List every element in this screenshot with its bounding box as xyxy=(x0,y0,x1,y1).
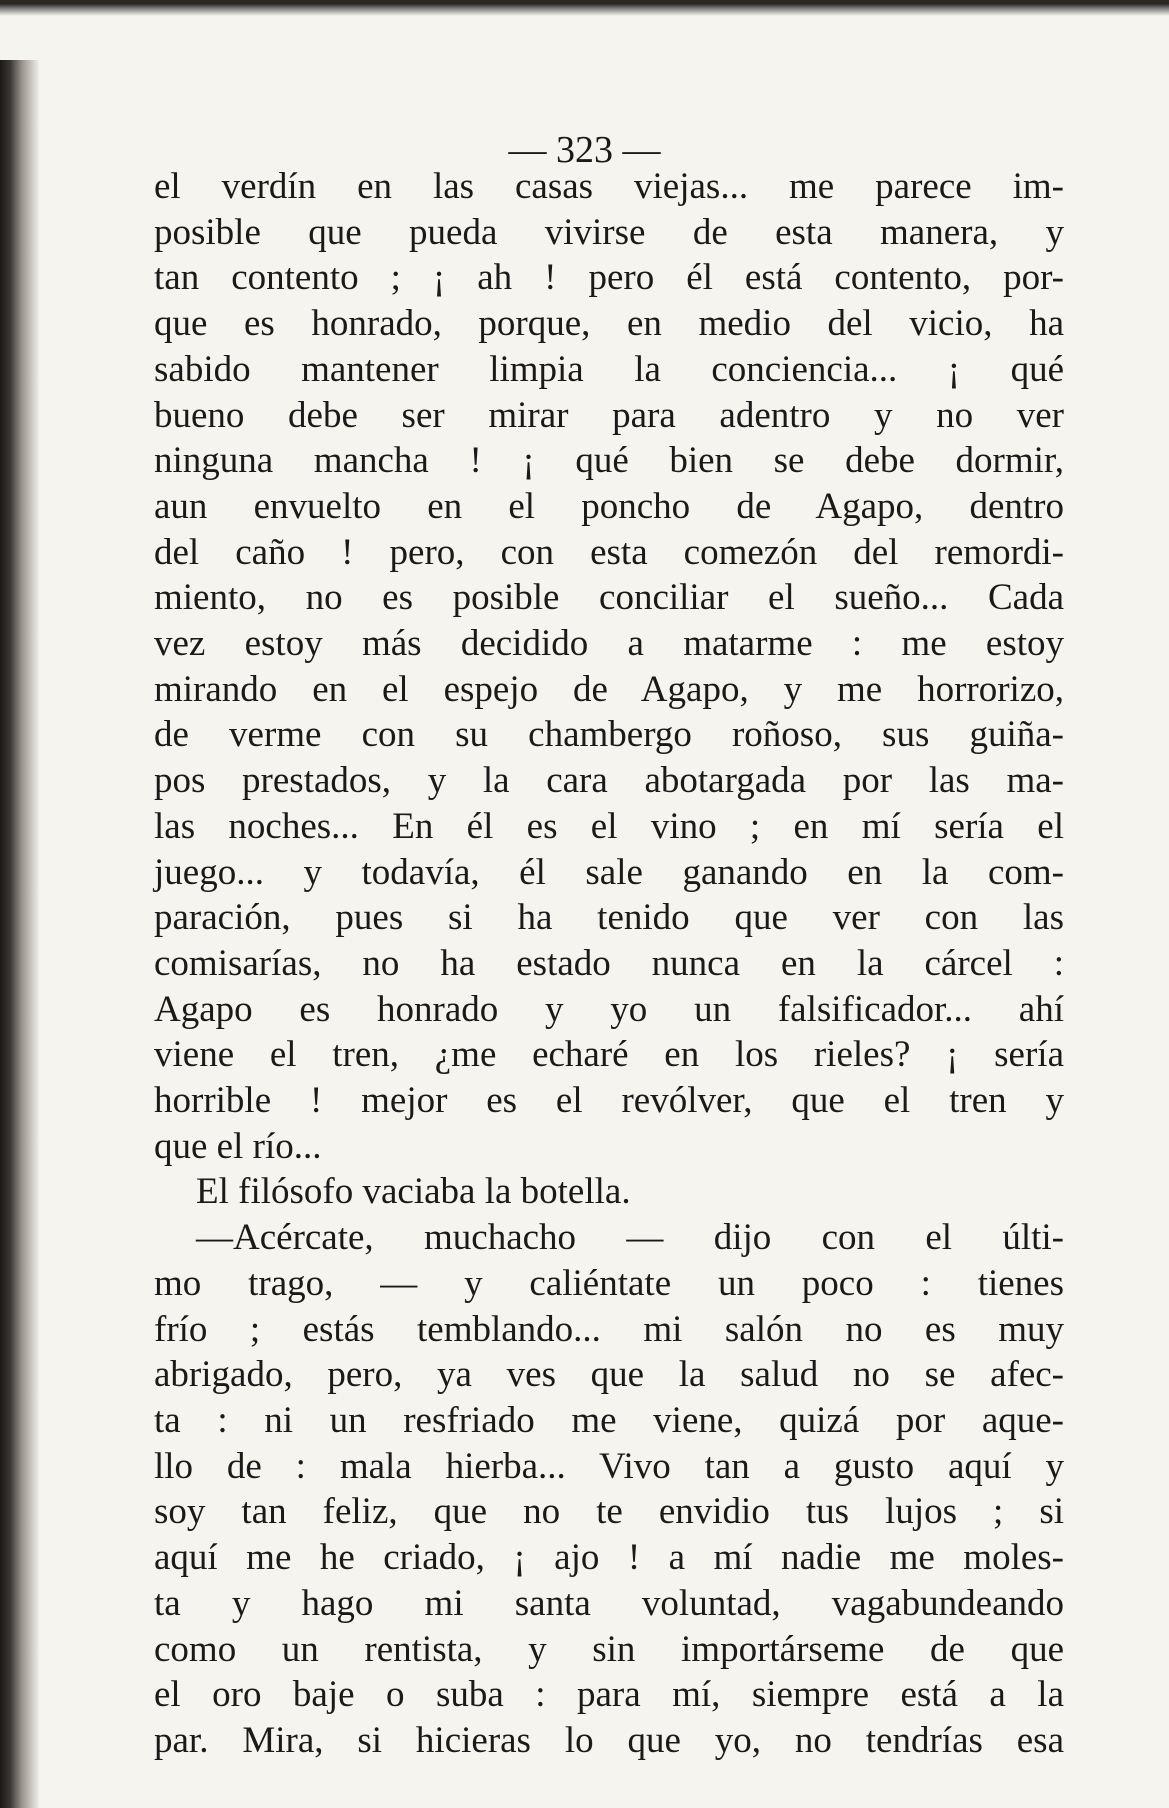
text-line: sabido mantener limpia la conciencia... ¡ qué xyxy=(154,348,1064,390)
text-line: aquí me he criado, ¡ ajo ! a mí nadie me moles- xyxy=(154,1537,1064,1579)
text-line: ta y hago mi santa voluntad, vagabundeando xyxy=(154,1582,1064,1624)
text-line: pos prestados, y la cara abotargada por las ma- xyxy=(154,760,1064,802)
text-line: posible que pueda vivirse de esta manera, y xyxy=(154,211,1064,253)
text-line: paración, pues si ha tenido que ver con las xyxy=(154,897,1064,939)
text-line: bueno debe ser mirar para adentro y no ver xyxy=(154,394,1064,436)
text-line: juego... y todavía, él sale ganando en la com- xyxy=(154,851,1064,893)
text-line: de verme con su chambergo roñoso, sus guiña- xyxy=(154,714,1064,756)
text-line: mirando en el espejo de Agapo, y me horrorizo, xyxy=(154,668,1064,710)
page-number: — 323 — xyxy=(508,129,661,171)
text-line: soy tan feliz, que no te envidio tus lujos ; si xyxy=(154,1491,1064,1533)
text-line: vez estoy más decidido a matarme : me estoy xyxy=(154,623,1064,665)
text-line: las noches... En él es el vino ; en mí sería el xyxy=(154,805,1064,847)
text-line: del caño ! pero, con esta comezón del remordi- xyxy=(154,531,1064,573)
text-line: que el río... xyxy=(154,1125,322,1167)
text-line: viene el tren, ¿me echaré en los rieles? ¡ sería xyxy=(154,1034,1064,1076)
text-line: como un rentista, y sin importárseme de que xyxy=(154,1628,1064,1670)
scan-binding-shadow xyxy=(0,60,40,1808)
text-line: ninguna mancha ! ¡ qué bien se debe dormir, xyxy=(154,440,1064,482)
text-line: llo de : mala hierba... Vivo tan a gusto aquí y xyxy=(154,1445,1064,1487)
text-line: el verdín en las casas viejas... me parece im- xyxy=(154,166,1064,207)
text-line: miento, no es posible conciliar el sueño... Cada xyxy=(154,577,1064,619)
text-line: abrigado, pero, ya ves que la salud no se afec- xyxy=(154,1354,1064,1396)
text-line: aun envuelto en el poncho de Agapo, dentro xyxy=(154,485,1064,527)
text-line: par. Mira, si hicieras lo que yo, no tendrías esa xyxy=(154,1719,1064,1761)
body-text xyxy=(154,164,1064,1764)
text-line: —Acércate, muchacho — dijo con el últi- xyxy=(196,1217,1064,1259)
text-line: mo trago, — y caliéntate un poco : tienes xyxy=(154,1262,1064,1304)
text-line: ta : ni un resfriado me viene, quizá por aque- xyxy=(154,1399,1064,1441)
scan-top-edge xyxy=(0,0,1169,16)
text-line: tan contento ; ¡ ah ! pero él está contento, por- xyxy=(154,257,1064,299)
text-line: que es honrado, porque, en medio del vicio, ha xyxy=(154,303,1064,345)
text-line: El filósofo vaciaba la botella. xyxy=(196,1171,631,1213)
text-line: frío ; estás temblando... mi salón no es muy xyxy=(154,1308,1064,1350)
text-line: comisarías, no ha estado nunca en la cárcel : xyxy=(154,942,1064,984)
text-line: el oro baje o suba : para mí, siempre está a la xyxy=(154,1674,1064,1716)
text-line: Agapo es honrado y yo un falsificador... ahí xyxy=(154,988,1064,1030)
text-line: horrible ! mejor es el revólver, que el tren y xyxy=(154,1080,1064,1122)
